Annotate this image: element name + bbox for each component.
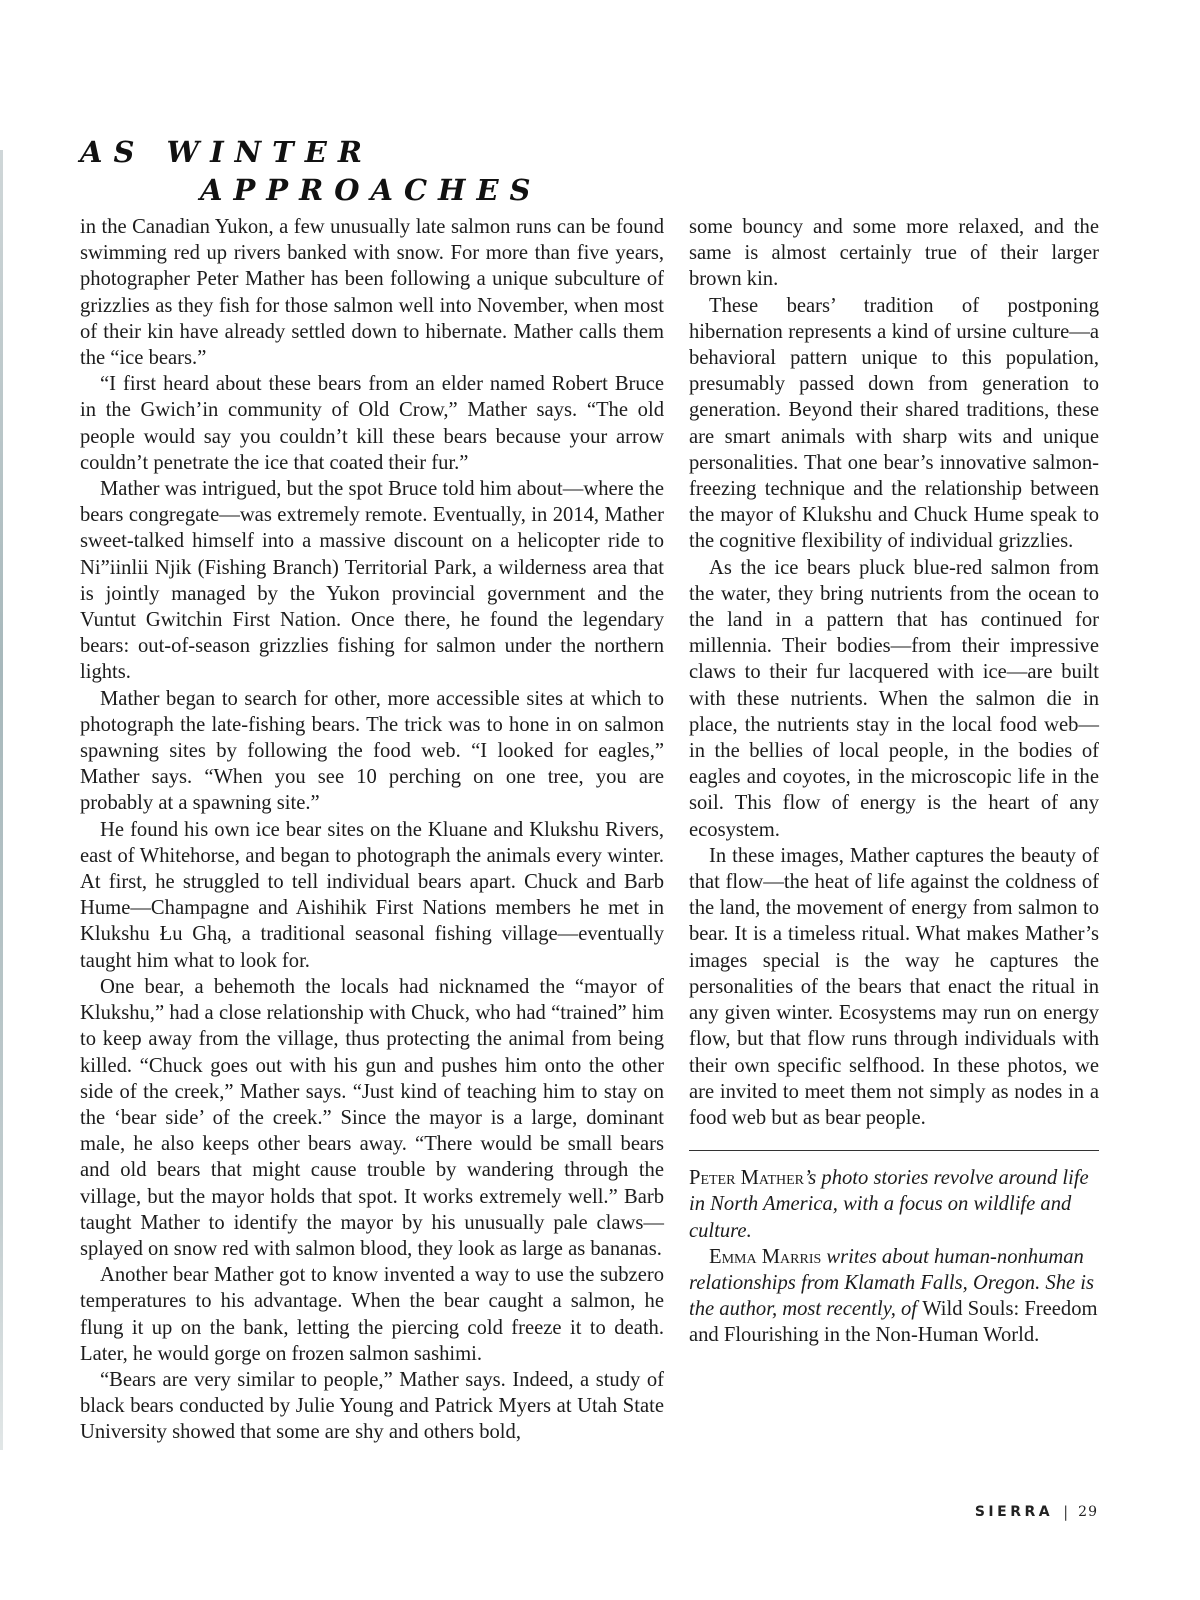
paragraph: He found his own ice bear sites on the Kluane and Klukshu Rivers, east of Whitehorse, and began to photograph the animals every winter. At first, he struggled to tell individual bears apart. Chuck and Barb Hume—Champagne and Aishihik First Nations members he met in Klukshu Łu Ghą, a traditional seasonal fishing village—eventually taught him what to look for.: [80, 818, 664, 972]
headline-line-2: APPROACHES: [200, 173, 542, 207]
paragraph: In these images, Mather captures the beauty of that flow—the heat of life against the coldness of the land, the movement of energy from salmon to bear. It is a timeless ritual. What makes Mather’s images special is the way he captures the personalities of the bears that enact the ritual in any given winter. Ecosystems may run on energy flow, but that flow runs through individuals with their own specific selfhood. In these photos, we are invited to meet them not simply as nodes in a food web but as bear people.: [689, 844, 1099, 1129]
paragraph: “Bears are very similar to people,” Mather says. Indeed, a study of black bears conducted by Julie Young and Patrick Myers at Utah State University showed that some are shy and others bold,: [80, 1368, 664, 1444]
paragraph: One bear, a behemoth the locals had nicknamed the “mayor of Klukshu,” had a close relationship with Chuck, who had “trained” him to keep away from the village, thus protecting the animal from being killed. “Chuck goes out with his gun and pushes him onto the other side of the creek,” Mather says. “Just kind of teaching him to stay on the ‘bear side’ of the creek.” Since the mayor is a large, dominant male, he also keeps other bears away. “There would be small bears and old bears that might cause trouble by wandering through the village, but the mayor holds that spot. It works extremely well.” Barb taught Mather to identify the mayor by his unusually pale claws—splayed on snow red with salmon blood, they look as large as bananas.: [80, 975, 664, 1260]
headline-line-1: AS WINTER: [80, 135, 373, 169]
bio-text-marris: writes about human-nonhuman relationships from Klamath Falls, Oregon. She is the author, most recently, of: [689, 1245, 1095, 1321]
folio-separator: |: [1063, 1503, 1069, 1521]
author-bio-mather: [689, 1165, 1099, 1244]
paragraph: Mather was intrigued, but the spot Bruce told him about—where the bears congregate—was extremely remote. Eventually, in 2014, Mather sweet-talked himself into a massive discount on a helicopter ride to Ni”iinlii Njik (Fishing Branch) Territorial Park, a wilderness area that is jointly managed by the Yukon provincial government and the Vuntut Gwitchin First Nation. Once there, he found the legendary bears: out-of-season grizzlies fishing for salmon under the northern lights.: [80, 478, 664, 684]
paragraph: in the Canadian Yukon, a few unusually late salmon runs can be found swimming red up rivers banked with snow. For more than five years, photographer Peter Mather has been following a unique subculture of grizzlies as they fish for those salmon well into November, when most of their kin have already settled down to hibernate. Mather calls them the “ice bears.”: [80, 216, 664, 370]
bio-book-title: Wild Souls: Freedom and Flourishing in the Non-Human World.: [689, 1298, 1098, 1347]
page-edge-bar: [0, 150, 3, 1450]
left-column: [80, 214, 664, 1446]
bio-name-mather: Peter Mather: [689, 1167, 805, 1190]
author-bio-marris: [689, 1244, 1099, 1349]
bio-name-marris: Emma Marris: [709, 1245, 822, 1268]
article-headline: [80, 133, 542, 209]
page-number: 29: [1078, 1504, 1098, 1520]
bio-text-mather: ’s photo stories revolve around life in North America, with a focus on wildlife and culture.: [689, 1167, 1089, 1242]
right-column: [689, 214, 1099, 1349]
bio-divider: [689, 1150, 1099, 1151]
paragraph: “I first heard about these bears from an elder named Robert Bruce in the Gwich’in community of Old Crow,” Mather says. “The old people would say you couldn’t kill these bears because your arrow couldn’t penetrate the ice that coated their fur.”: [80, 373, 664, 474]
magazine-name: SIERRA: [974, 1504, 1054, 1520]
page-folio: [975, 1503, 1098, 1521]
paragraph: These bears’ tradition of postponing hibernation represents a kind of ursine culture—a behavioral pattern unique to this population, presumably passed down from generation to generation. Beyond their shared traditions, these are smart animals with sharp wits and unique personalities. That one bear’s innovative salmon-freezing technique and the relationship between the mayor of Klukshu and Chuck Hume speak to the cognitive flexibility of individual grizzlies.: [689, 294, 1099, 553]
paragraph: As the ice bears pluck blue-red salmon from the water, they bring nutrients from the ocean to the land in a pattern that has continued for millennia. Their bodies—from their impressive claws to their fur lacquered with ice—are built with these nutrients. When the salmon die in place, the nutrients stay in the local food web—in the bellies of local people, in the bodies of eagles and coyotes, in the microscopic life in the soil. This flow of energy is the heart of any ecosystem.: [689, 556, 1099, 841]
paragraph: some bouncy and some more relaxed, and the same is almost certainly true of their larger brown kin.: [689, 216, 1099, 291]
paragraph: Another bear Mather got to know invented a way to use the subzero temperatures to his advantage. When the bear caught a salmon, he flung it up on the bank, letting the piercing cold freeze it to death. Later, he would gorge on frozen salmon sashimi.: [80, 1264, 664, 1365]
paragraph: Mather began to search for other, more accessible sites at which to photograph the late-fishing bears. The trick was to hone in on salmon spawning sites by following the food web. “I looked for eagles,” Mather says. “When you see 10 perching on one tree, you are probably at a spawning site.”: [80, 687, 664, 815]
